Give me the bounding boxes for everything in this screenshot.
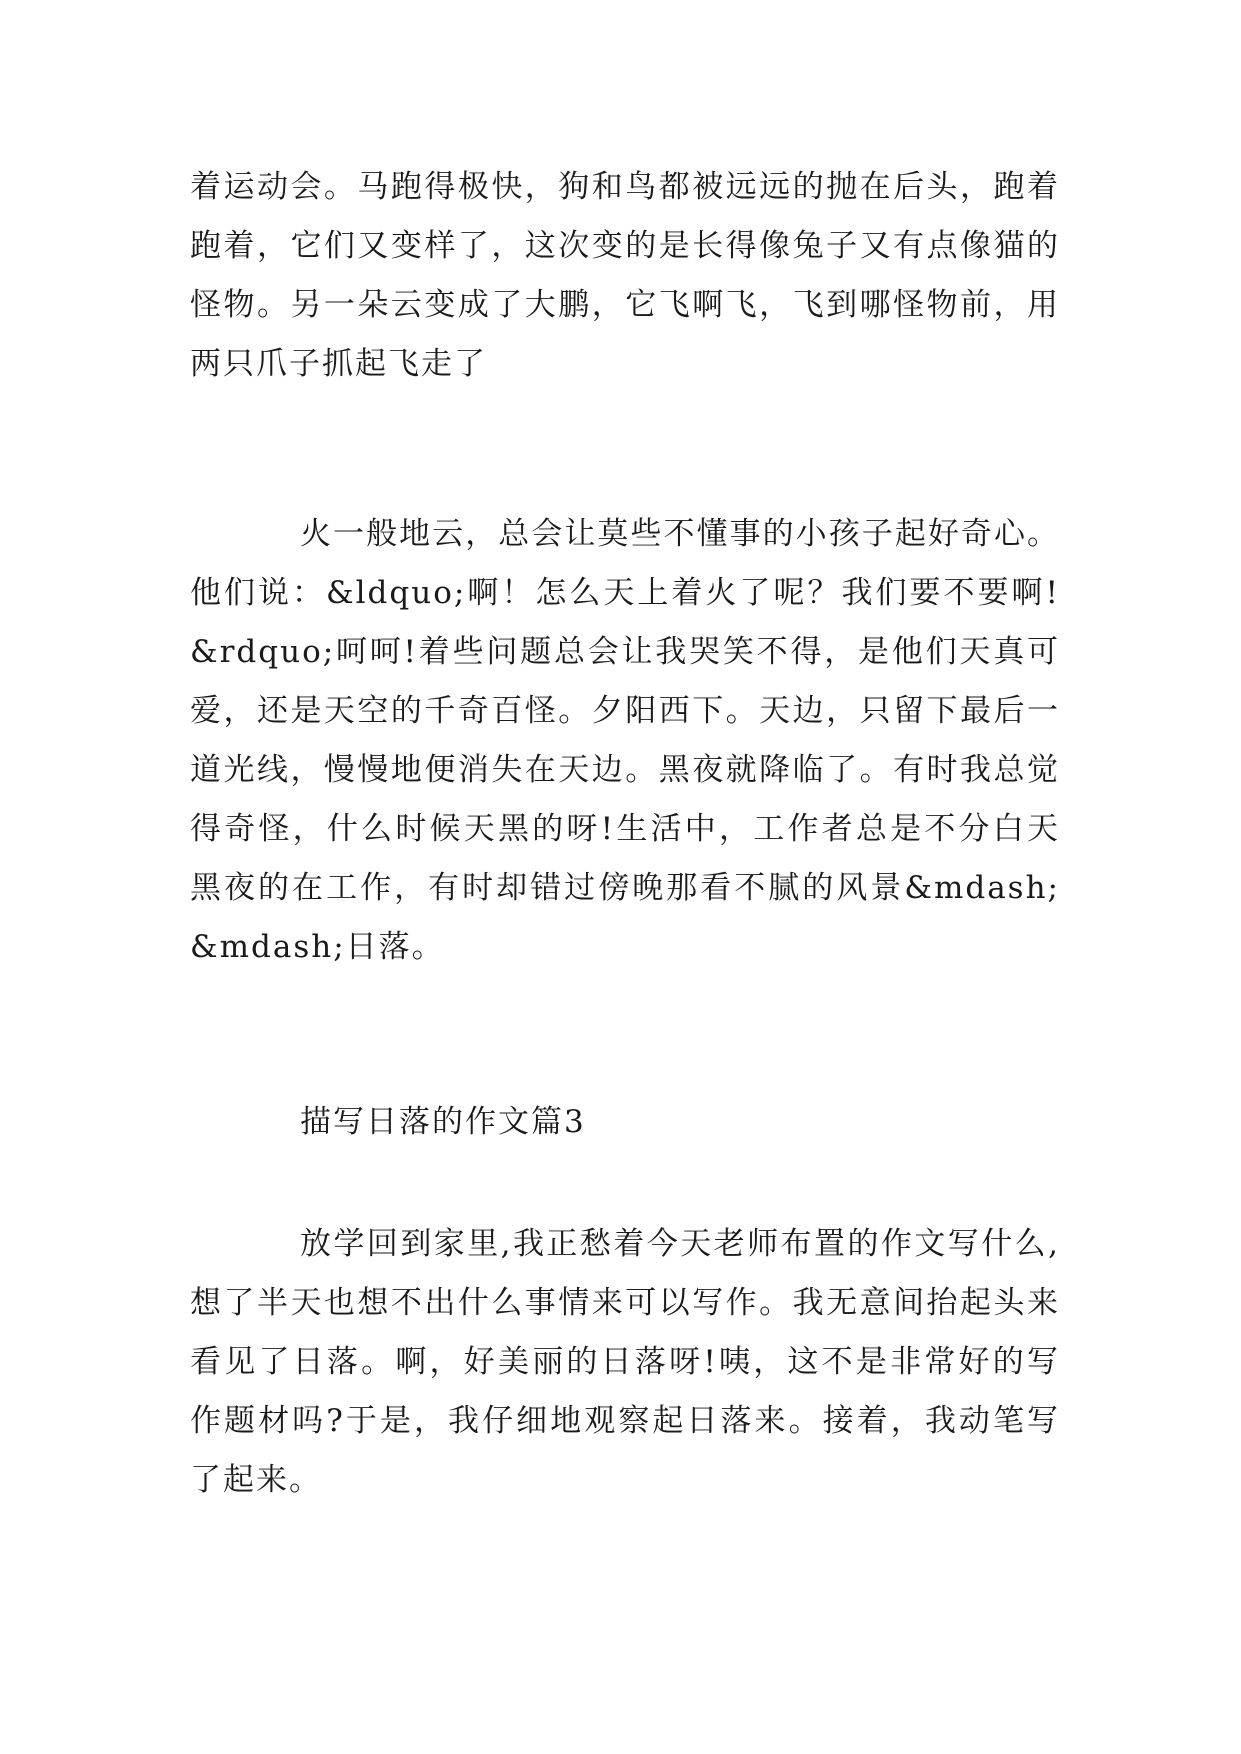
section-heading: 描写日落的作文篇3 [300, 1104, 586, 1140]
paragraph-fire-clouds: 火一般地云，总会让莫些不懂事的小孩子起好奇心。他们说：&ldquo;啊！怎么天上着火了呢？我们要不要啊!&rdquo;呵呵!着些问题总会让我哭笑不得，是他们天真可爱，还是天空的千奇百怪。夕阳西下。天边，只留下最后一道光线，慢慢地便消失在天边。黑夜就降临了。有时我总觉得奇怪，什么时候天黑的呀!生活中，工作者总是不分白天黑夜的在工作，有时却错过傍晚那看不腻的风景&mdash;&mdash;日落。 [190, 516, 1060, 965]
paragraph-clouds-race: 着运动会。马跑得极快，狗和鸟都被远远的抛在后头，跑着跑着，它们又变样了，这次变的是长得像兔子又有点像猫的怪物。另一朵云变成了大鹏，它飞啊飞，飞到哪怪物前，用两只爪子抓起飞走了 [190, 169, 1060, 382]
paragraph-after-school: 放学回到家里,我正愁着今天老师布置的作文写什么,想了半天也想不出什么事情来可以写作。我无意间抬起头来看见了日落。啊，好美丽的日落呀!咦，这不是非常好的写作题材吗?于是，我仔细地观察起日落来。接着，我动笔写了起来。 [190, 1226, 1060, 1498]
